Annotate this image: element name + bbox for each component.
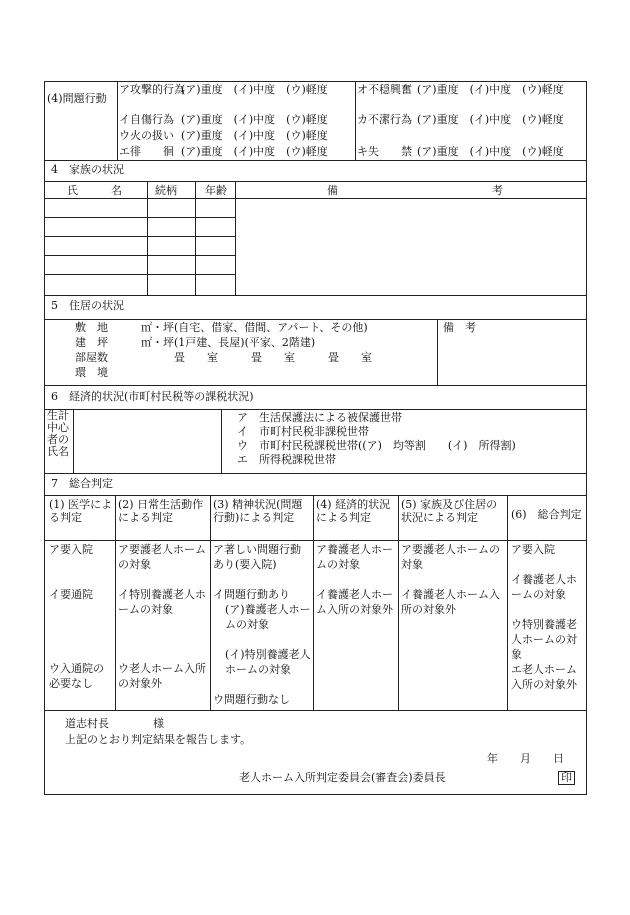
report-statement: 上記のとおり判定結果を報告します。 — [65, 733, 252, 746]
behavior-options: (ア)重度 (イ)中度 (ウ)軽度 — [417, 113, 564, 126]
behavior-item: エ徘 徊 — [119, 145, 174, 158]
behavior-options: (ア)重度 (イ)中度 (ウ)軽度 — [417, 83, 564, 96]
housing-section — [44, 295, 587, 386]
housing-remarks: 備 考 — [443, 321, 476, 334]
judgment-col6-item: ウ特別養護老人ホームの対象 — [511, 618, 577, 661]
section-title: 5 住居の状況 — [51, 299, 124, 312]
behavior-options: (ア)重度 (イ)中度 (ウ)軽度 — [181, 145, 328, 158]
behavior-item: イ自傷行為 — [119, 113, 174, 126]
family-header-name: 氏 名 — [67, 184, 122, 197]
judgment-col5-item: イ養護老人ホーム入所の対象外 — [401, 588, 500, 616]
seal-mark: 印 — [558, 771, 575, 785]
behavior-item: オ不穏興奮 — [357, 83, 412, 96]
judgment-col3-item: (イ)特別養護老人ホームの対象 — [225, 648, 311, 676]
judgment-header: (4) 経済的状況による判定 — [316, 498, 391, 524]
section-title: 4 家族の状況 — [51, 163, 124, 176]
family-section — [44, 159, 587, 296]
judgment-col3-item: ウ問題行動なし — [213, 693, 290, 706]
judgment-col6-item: ア要入院 — [511, 543, 555, 556]
judgment-col2-item: ウ老人ホーム入所の対象外 — [118, 662, 206, 690]
judgment-header: (1) 医学による判定 — [49, 498, 113, 524]
family-header-age: 年齢 — [205, 184, 227, 197]
housing-line: 環 境 — [75, 366, 108, 379]
behavior-options: (ア)重度 (イ)中度 (ウ)軽度 — [417, 145, 564, 158]
judgment-col6-item: イ養護老人ホームの対象 — [511, 573, 577, 601]
behavior-item: ア攻撃的行為 — [119, 83, 185, 96]
economy-section — [44, 385, 587, 474]
behavior-options: (ア)重度 (イ)中度 (ウ)軽度 — [181, 129, 328, 142]
economy-item: ア 生活保護法による被保護世帯 — [237, 411, 402, 424]
report-date: 年 月 日 — [487, 752, 564, 765]
judgment-col5-item: ア要護老人ホームの対象 — [401, 543, 500, 571]
behavior-item: キ失 禁 — [357, 145, 412, 158]
judgment-col4-item: ア養護老人ホームの対象 — [316, 543, 393, 571]
family-header-relation: 続柄 — [155, 184, 177, 197]
economy-item: ウ 市町村民税課税世帯((ア) 均等割 (イ) 所得割) — [237, 439, 516, 452]
judgment-header: (2) 日常生活動作による判定 — [118, 498, 204, 524]
economy-side-label: 生計中心者の氏名 — [47, 409, 69, 458]
judgment-col1-item: イ要通院 — [49, 588, 93, 601]
behavior-item: カ不潔行為 — [357, 113, 412, 126]
judgment-col3-item: ア著しい問題行動あり(要入院) — [213, 543, 301, 571]
report-addressee: 道志村長 様 — [65, 717, 164, 730]
judgment-col3-item: (ア)養護老人ホームの対象 — [225, 603, 311, 631]
judgment-header: (6) 総合判定 — [511, 508, 582, 521]
seal-stamp — [558, 771, 575, 785]
judgment-col3-item: イ問題行動あり — [213, 588, 290, 601]
behavior-options: (ア)重度 (イ)中度 (ウ)軽度 — [181, 113, 328, 126]
section-title: 6 経済的状況(市町村民税等の課税状況) — [51, 390, 254, 403]
behavior-table — [44, 81, 587, 161]
judgment-col1-item: ウ入通院の必要なし — [49, 662, 104, 690]
judgment-header: (5) 家族及び住居の状況による判定 — [401, 498, 498, 524]
family-header-remarks: 備 考 — [327, 184, 503, 197]
economy-item: エ 所得税課税世帯 — [237, 453, 336, 466]
housing-line: 部屋数 畳 室 畳 室 畳 室 — [75, 351, 372, 364]
housing-line: 敷 地 ㎡・坪(自宅、借家、借間、アパート、その他) — [75, 321, 368, 334]
judgment-col2-item: イ特別養護老人ホームの対象 — [118, 588, 206, 616]
judgment-col4-item: イ養護老人ホーム入所の対象外 — [316, 588, 393, 616]
behavior-label: (4)問題行動 — [47, 92, 107, 105]
section-title: 7 総合判定 — [51, 477, 113, 490]
report-signer: 老人ホーム入所判定委員会(審査会)委員長 — [239, 771, 446, 784]
judgment-col6-item: エ老人ホーム入所の対象外 — [511, 663, 577, 691]
housing-line: 建 坪 ㎡・坪(1戸建、長屋)(平家、2階建) — [75, 336, 316, 349]
behavior-item: ウ火の扱い — [119, 129, 174, 142]
judgment-col2-item: ア要護老人ホームの対象 — [118, 543, 206, 571]
judgment-header: (3) 精神状況(問題行動)による判定 — [213, 498, 303, 524]
economy-item: イ 市町村民税非課税世帯 — [237, 425, 369, 438]
behavior-options: (ア)重度 (イ)中度 (ウ)軽度 — [181, 83, 328, 96]
judgment-section — [44, 473, 587, 795]
judgment-col1-item: ア要入院 — [49, 543, 93, 556]
